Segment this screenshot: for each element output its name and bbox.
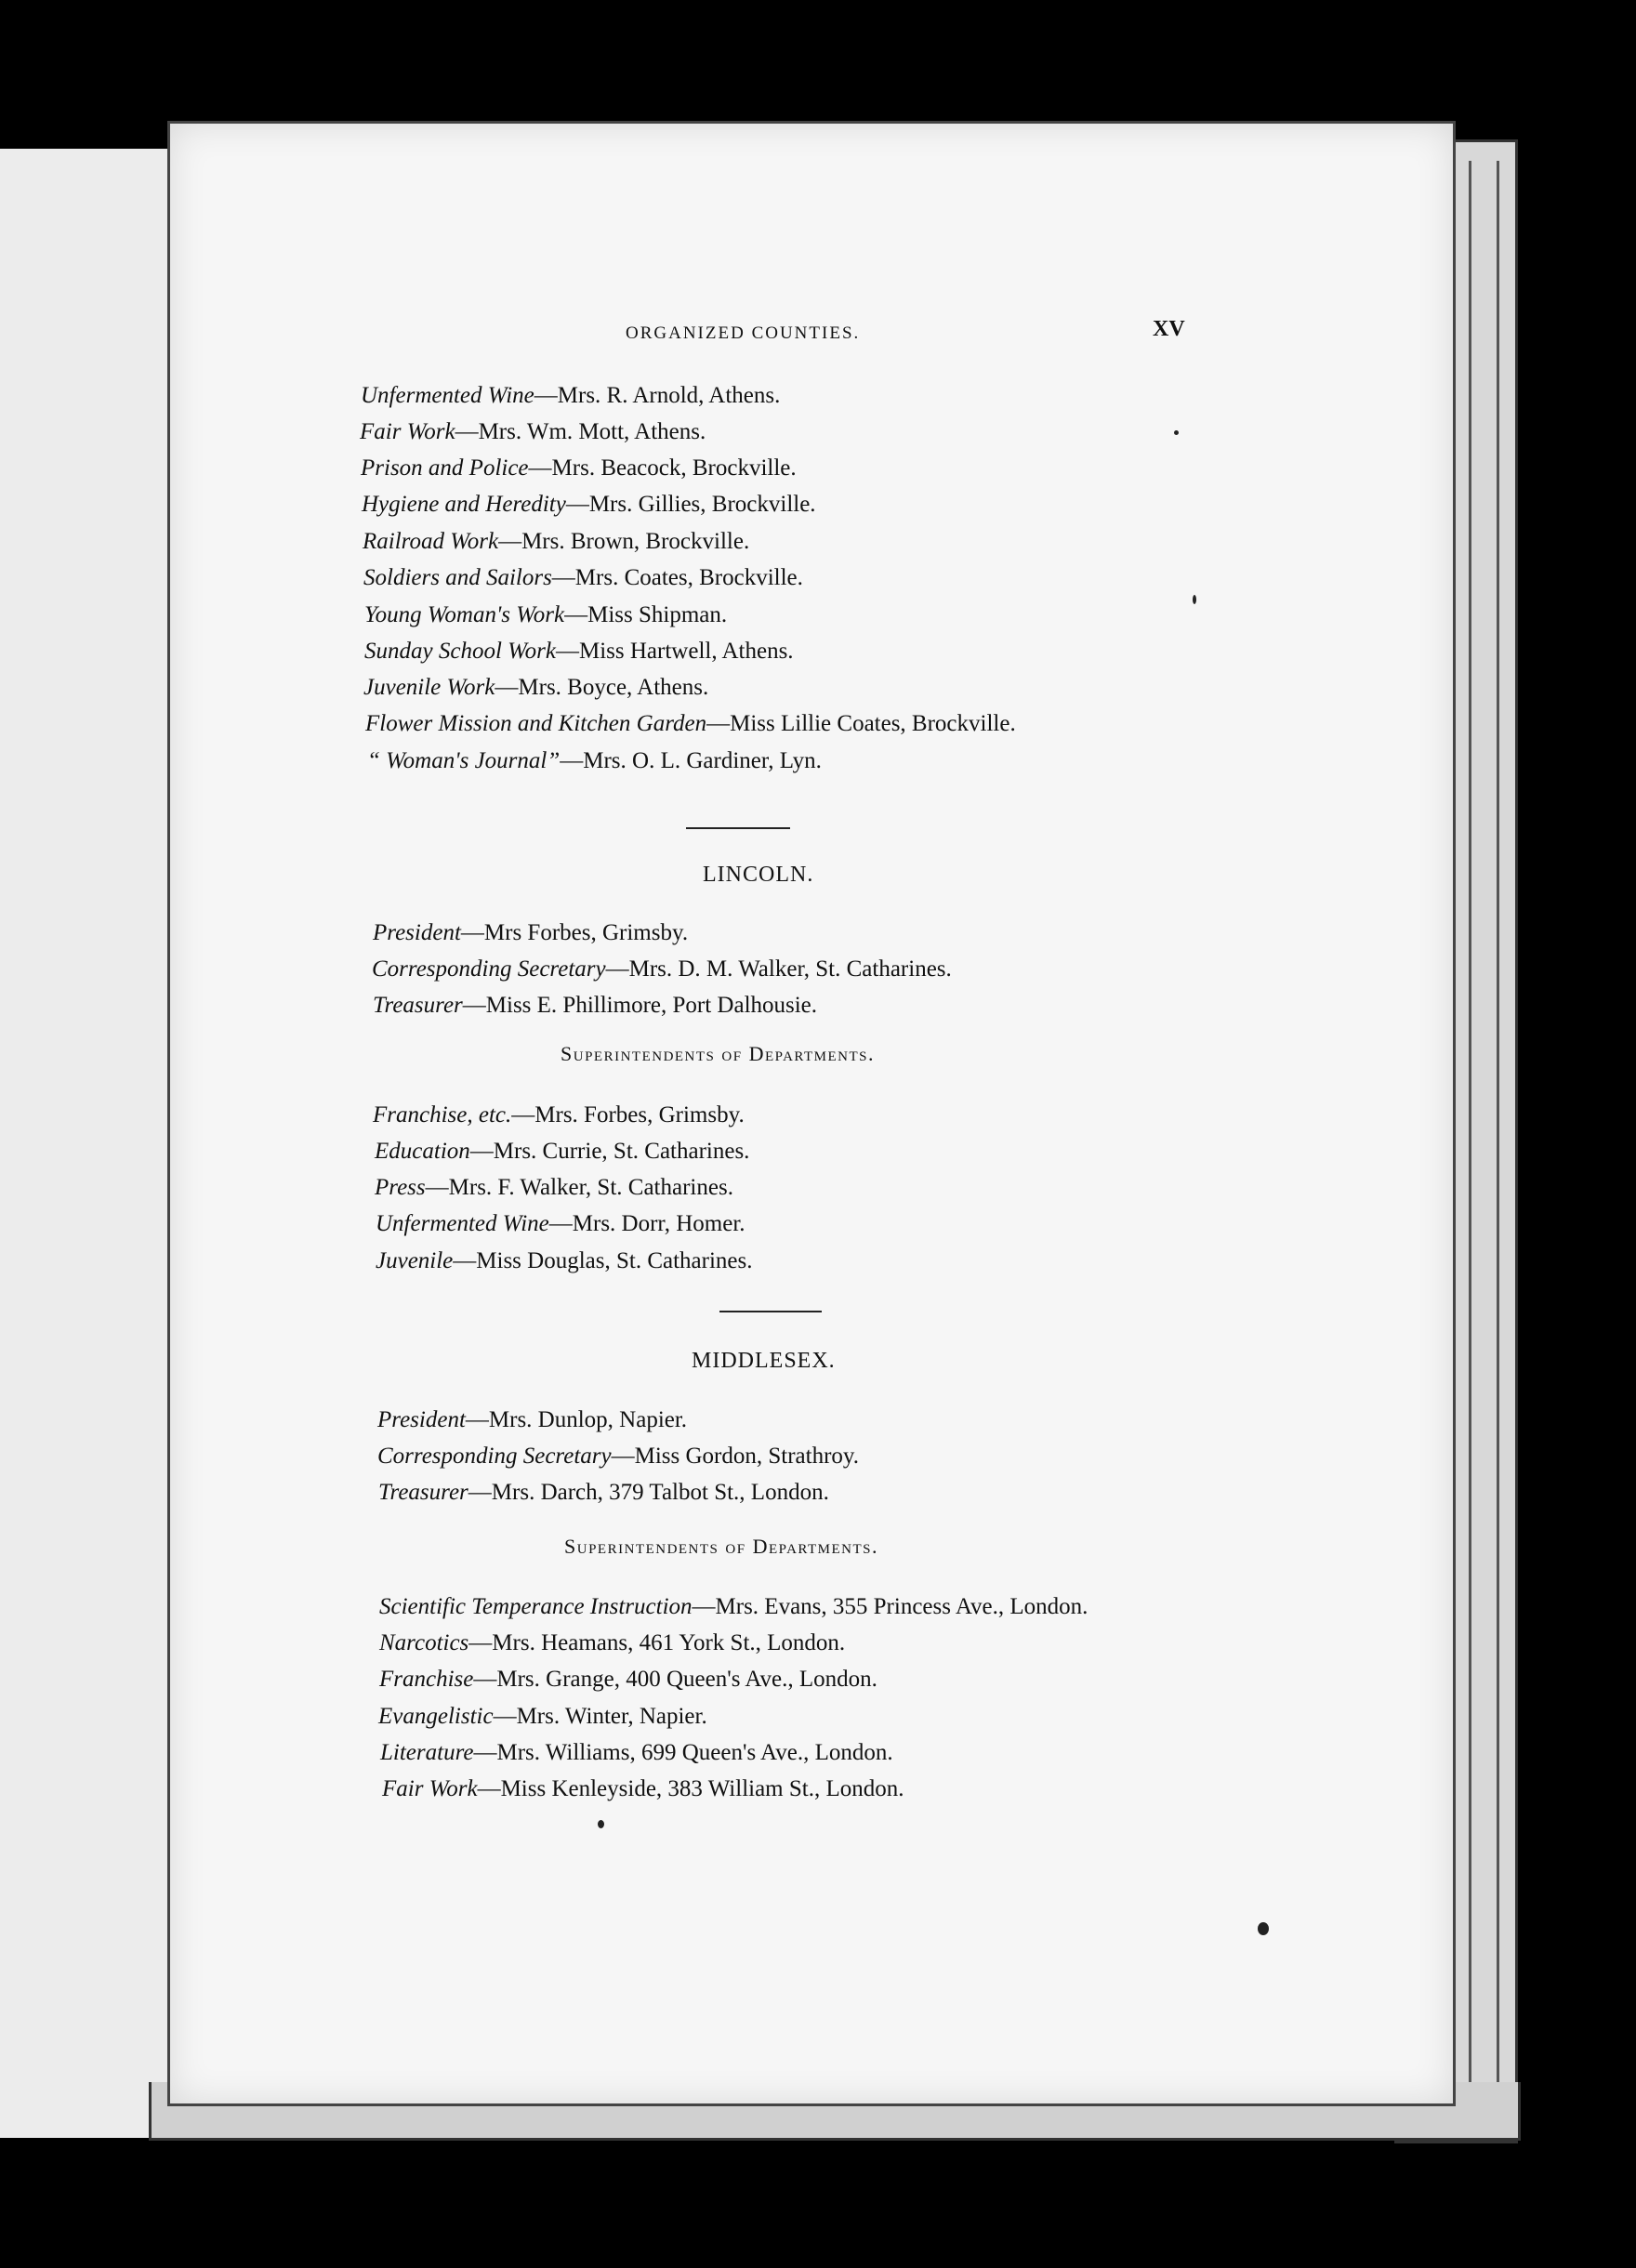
department-label: Press <box>375 1175 426 1200</box>
list-item: Fair Work—Miss Kenleyside, 383 William St., London. <box>382 1776 904 1801</box>
book-page <box>167 121 1456 2106</box>
superintendent-name: Miss Douglas, St. Catharines. <box>476 1248 753 1273</box>
department-label: Fair Work <box>360 419 455 444</box>
superintendent-name: Mrs. Wm. Mott, Athens. <box>478 419 706 444</box>
facing-page-edge <box>0 149 194 2138</box>
ink-speck <box>1193 595 1196 604</box>
list-item: Corresponding Secretary—Miss Gordon, Strathroy. <box>377 1444 860 1469</box>
department-label: Railroad Work <box>363 529 499 554</box>
superintendent-name: Mrs. Brown, Brockville. <box>521 529 750 554</box>
superintendent-name: Mrs. Grange, 400 Queen's Ave., London. <box>496 1667 877 1692</box>
department-label: Franchise <box>379 1667 474 1692</box>
superintendent-name: Mrs. Williams, 699 Queen's Ave., London. <box>496 1740 893 1765</box>
superintendent-name: Mrs. Heamans, 461 York St., London. <box>492 1630 846 1655</box>
list-item: Hygiene and Heredity—Mrs. Gillies, Brockville. <box>362 492 816 517</box>
department-label: Hygiene and Heredity <box>362 492 566 517</box>
list-item: Sunday School Work—Miss Hartwell, Athens. <box>364 639 794 664</box>
list-item: Prison and Police—Mrs. Beacock, Brockville. <box>361 455 797 481</box>
superintendent-name: Mrs. Evans, 355 Princess Ave., London. <box>715 1594 1088 1619</box>
department-label: Prison and Police <box>361 455 529 481</box>
running-head: ORGANIZED COUNTIES. <box>626 323 861 343</box>
list-item: Treasurer—Mrs. Darch, 379 Talbot St., London. <box>378 1480 829 1505</box>
department-label: Literature <box>380 1740 474 1765</box>
list-item: Education—Mrs. Currie, St. Catharines. <box>375 1139 750 1164</box>
officer-label: President <box>377 1407 466 1432</box>
department-label: Unfermented Wine <box>361 383 534 408</box>
list-item: Fair Work—Mrs. Wm. Mott, Athens. <box>360 419 706 444</box>
department-label: Young Woman's Work <box>364 602 565 627</box>
section-divider <box>686 827 790 829</box>
subhead-superintendents: Superintendents of Departments. <box>564 1535 879 1558</box>
superintendent-name: Mrs. R. Arnold, Athens. <box>557 383 781 408</box>
list-item: Literature—Mrs. Williams, 699 Queen's Ave., London. <box>380 1740 893 1765</box>
department-label: Narcotics <box>379 1630 469 1655</box>
list-item: Unfermented Wine—Mrs. Dorr, Homer. <box>376 1211 745 1236</box>
department-label: Education <box>375 1139 470 1164</box>
officer-label: Corresponding Secretary <box>377 1444 612 1469</box>
superintendent-name: Mrs. Dorr, Homer. <box>572 1211 745 1236</box>
superintendent-name: Mrs. Boyce, Athens. <box>518 675 709 700</box>
department-label: Juvenile Work <box>363 675 495 700</box>
list-item: Narcotics—Mrs. Heamans, 461 York St., London. <box>379 1630 846 1655</box>
section-title-lincoln: LINCOLN. <box>703 863 814 887</box>
department-label: Flower Mission and Kitchen Garden <box>365 711 707 736</box>
list-item: Soldiers and Sailors—Mrs. Coates, Brockville. <box>363 565 803 590</box>
officer-name: Mrs. Darch, 379 Talbot St., London. <box>491 1480 829 1505</box>
officer-label: Treasurer <box>378 1480 468 1505</box>
department-label: Scientific Temperance Instruction <box>379 1594 693 1619</box>
list-item: Juvenile—Miss Douglas, St. Catharines. <box>376 1248 753 1273</box>
department-label: Fair Work <box>382 1776 478 1801</box>
department-label: “ Woman's Journal” <box>367 748 561 773</box>
officer-name: Miss Gordon, Strathroy. <box>634 1444 860 1469</box>
list-item: Unfermented Wine—Mrs. R. Arnold, Athens. <box>361 383 781 408</box>
superintendent-name: Miss Lillie Coates, Brockville. <box>730 711 1016 736</box>
department-label: Evangelistic <box>378 1704 494 1729</box>
officer-label: Treasurer <box>373 993 463 1018</box>
subhead-superintendents: Superintendents of Departments. <box>561 1042 876 1065</box>
list-item: Railroad Work—Mrs. Brown, Brockville. <box>363 529 750 554</box>
officer-label: President <box>373 920 461 945</box>
superintendent-name: Mrs. Coates, Brockville. <box>574 565 803 590</box>
list-item: Scientific Temperance Instruction—Mrs. Evans, 355 Princess Ave., London. <box>379 1594 1088 1619</box>
list-item: Franchise—Mrs. Grange, 400 Queen's Ave., London. <box>379 1667 877 1692</box>
section-title-middlesex: MIDDLESEX. <box>692 1349 836 1373</box>
department-label: Juvenile <box>376 1248 454 1273</box>
list-item: Corresponding Secretary—Mrs. D. M. Walker, St. Catharines. <box>372 956 952 982</box>
superintendent-name: Mrs. Beacock, Brockville. <box>551 455 797 481</box>
officer-name: Miss E. Phillimore, Port Dalhousie. <box>485 993 818 1018</box>
list-item: President—Mrs. Dunlop, Napier. <box>377 1407 688 1432</box>
department-label: Sunday School Work <box>364 639 556 664</box>
list-item: Franchise, etc.—Mrs. Forbes, Grimsby. <box>373 1102 745 1127</box>
ink-speck <box>1258 1922 1269 1935</box>
list-item: Young Woman's Work—Miss Shipman. <box>364 602 728 627</box>
superintendent-name: Mrs. Currie, St. Catharines. <box>493 1139 750 1164</box>
section-divider <box>719 1311 822 1312</box>
superintendent-name: Mrs. Forbes, Grimsby. <box>534 1102 745 1127</box>
officer-label: Corresponding Secretary <box>372 956 606 982</box>
superintendent-name: Mrs. Winter, Napier. <box>516 1704 707 1729</box>
list-item: Juvenile Work—Mrs. Boyce, Athens. <box>363 675 709 700</box>
officer-name: Mrs. D. M. Walker, St. Catharines. <box>628 956 952 982</box>
superintendent-name: Mrs. Gillies, Brockville. <box>588 492 816 517</box>
superintendent-name: Miss Kenleyside, 383 William St., London. <box>500 1776 904 1801</box>
list-item: Flower Mission and Kitchen Garden—Miss Lillie Coates, Brockville. <box>365 711 1016 736</box>
list-item: Press—Mrs. F. Walker, St. Catharines. <box>375 1175 733 1200</box>
list-item: “ Woman's Journal”—Mrs. O. L. Gardiner, Lyn. <box>367 748 822 773</box>
department-label: Franchise, etc. <box>373 1102 512 1127</box>
page-number: XV <box>1153 317 1185 341</box>
list-item: Evangelistic—Mrs. Winter, Napier. <box>378 1704 707 1729</box>
ink-speck <box>1174 430 1179 435</box>
officer-name: Mrs Forbes, Grimsby. <box>483 920 689 945</box>
ink-speck <box>598 1820 604 1828</box>
department-label: Soldiers and Sailors <box>363 565 552 590</box>
superintendent-name: Mrs. O. L. Gardiner, Lyn. <box>583 748 822 773</box>
list-item: Treasurer—Miss E. Phillimore, Port Dalhousie. <box>373 993 818 1018</box>
superintendent-name: Mrs. F. Walker, St. Catharines. <box>448 1175 733 1200</box>
superintendent-name: Miss Shipman. <box>587 602 728 627</box>
department-label: Unfermented Wine <box>376 1211 549 1236</box>
officer-name: Mrs. Dunlop, Napier. <box>488 1407 688 1432</box>
superintendent-name: Miss Hartwell, Athens. <box>579 639 794 664</box>
list-item: President—Mrs Forbes, Grimsby. <box>373 920 689 945</box>
